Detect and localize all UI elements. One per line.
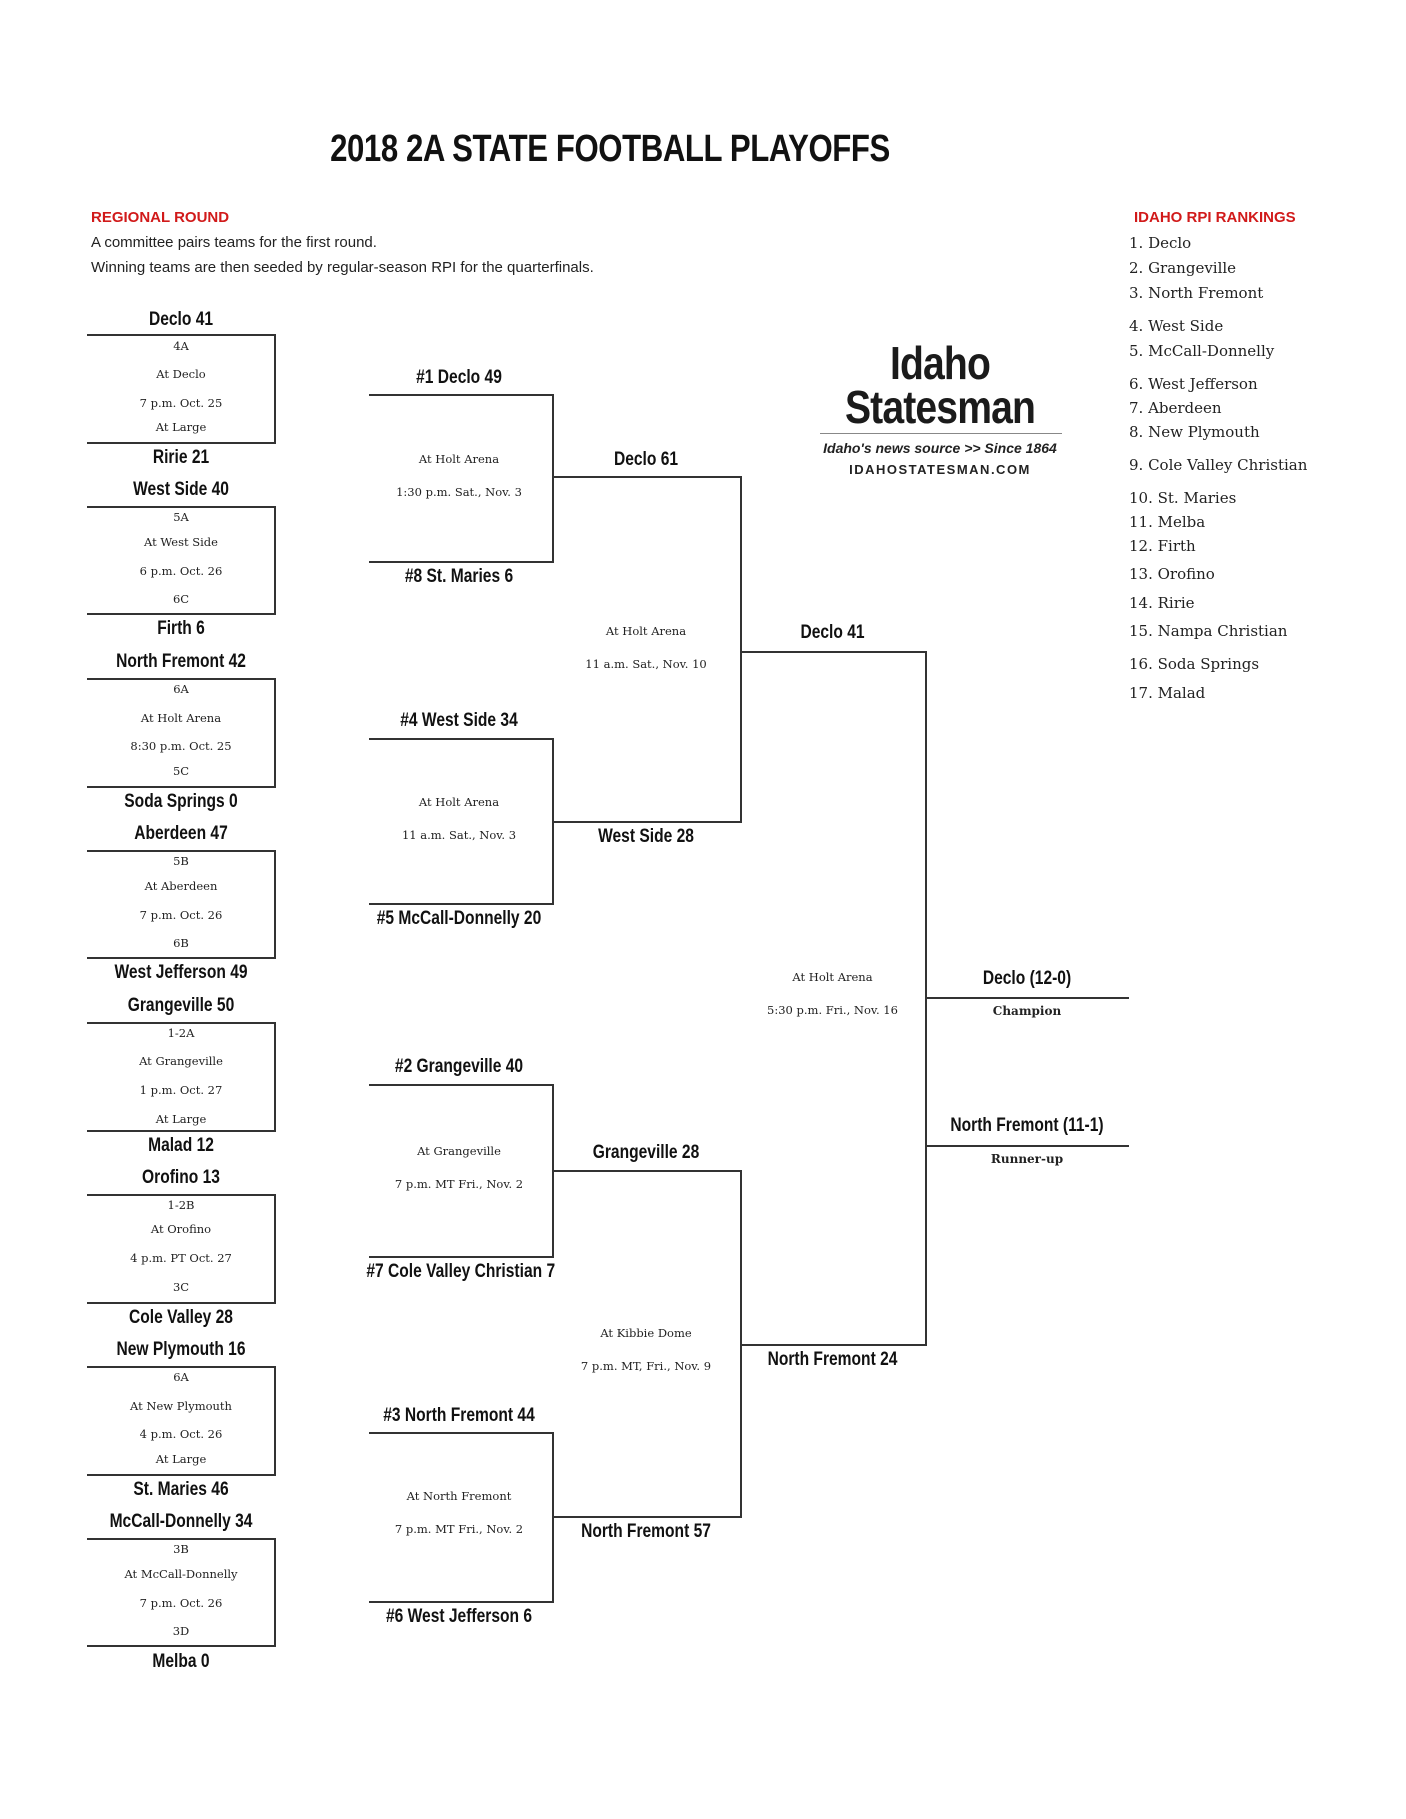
bracket-line	[369, 1256, 554, 1258]
game-time: 7 p.m. MT Fri., Nov. 2	[394, 1177, 524, 1191]
regional-intro-line-2: Winning teams are then seeded by regular-season RPI for the quarterfinals.	[91, 259, 594, 276]
page-title: 2018 2A STATE FOOTBALL PLAYOFFS	[330, 128, 890, 170]
logo-line-2: Statesman	[844, 381, 1036, 433]
team-top: Grangeville 50	[127, 995, 235, 1016]
bracket-line	[740, 1170, 742, 1516]
ranking-item: 10. St. Maries	[1129, 489, 1237, 507]
bracket-line	[369, 394, 552, 396]
bracket-line	[87, 957, 276, 959]
ranking-item: 2. Grangeville	[1129, 259, 1237, 277]
bracket-line	[740, 651, 925, 653]
team-top: Orofino 13	[142, 1167, 220, 1188]
team-bottom: North Fremont 24	[767, 1349, 898, 1370]
game-time: 4 p.m. Oct. 26	[139, 1427, 223, 1441]
ranking-item: 7. Aberdeen	[1129, 399, 1222, 417]
seed-top: 5A	[173, 510, 189, 524]
venue: At West Side	[144, 535, 218, 549]
bracket-line	[87, 334, 274, 336]
bracket-line	[740, 476, 742, 821]
team-top: Declo 41	[148, 309, 214, 330]
regional-intro-line-1: A committee pairs teams for the first round.	[91, 234, 377, 251]
team-bottom: Firth 6	[157, 618, 205, 639]
seed-top: 4A	[173, 339, 189, 353]
team-top: Declo 61	[613, 449, 679, 470]
ranking-item: 1. Declo	[1129, 234, 1192, 252]
team-bottom: West Side 28	[598, 826, 694, 847]
bracket-line	[369, 1084, 552, 1086]
seed-bottom: At Large	[155, 1452, 207, 1466]
team-bottom: North Fremont 57	[581, 1521, 711, 1542]
bracket-line	[87, 1302, 276, 1304]
bracket-line	[552, 821, 742, 823]
rpi-rankings-heading: IDAHO RPI RANKINGS	[1134, 209, 1296, 226]
regional-round-heading: REGIONAL ROUND	[91, 209, 230, 226]
ranking-item: 4. West Side	[1129, 317, 1224, 335]
seed-top: 1-2B	[167, 1198, 195, 1212]
team-bottom: Melba 0	[152, 1651, 210, 1672]
game-time: 1:30 p.m. Sat., Nov. 3	[396, 485, 522, 499]
ranking-item: 3. North Fremont	[1129, 284, 1264, 302]
champion-label: Champion	[992, 1004, 1062, 1018]
team-bottom: #6 West Jefferson 6	[385, 1606, 533, 1627]
seed-bottom: 6C	[172, 592, 190, 606]
game-time: 7 p.m. Oct. 26	[139, 1596, 223, 1610]
venue: At North Fremont	[406, 1489, 512, 1503]
team-bottom: Soda Springs 0	[124, 791, 238, 812]
game-time: 4 p.m. PT Oct. 27	[130, 1251, 232, 1265]
seed-top: 5B	[173, 854, 189, 868]
game-time: 8:30 p.m. Oct. 25	[130, 739, 232, 753]
team-bottom: #8 St. Maries 6	[404, 566, 514, 587]
logo-line-1: Idaho	[889, 337, 991, 389]
runner-up-label: Runner-up	[990, 1152, 1064, 1166]
venue: At Holt Arena	[792, 970, 873, 984]
bracket-line	[87, 850, 274, 852]
bracket-line	[87, 1474, 276, 1476]
venue: At Kibbie Dome	[600, 1326, 692, 1340]
logo-divider	[820, 433, 1062, 434]
team-top: West Side 40	[133, 479, 229, 500]
seed-top: 6A	[173, 1370, 189, 1384]
seed-top: 3B	[173, 1542, 189, 1556]
venue: At Orofino	[150, 1222, 212, 1236]
team-bottom: Ririe 21	[152, 447, 210, 468]
runner-up-team: North Fremont (11-1)	[950, 1115, 1104, 1136]
game-time: 1 p.m. Oct. 27	[139, 1083, 223, 1097]
game-time: 7 p.m. MT, Fri., Nov. 9	[580, 1359, 712, 1373]
seed-bottom: 6B	[173, 936, 189, 950]
seed-bottom: At Large	[155, 420, 207, 434]
bracket-line	[369, 1432, 552, 1434]
team-top: Declo 41	[800, 622, 865, 643]
team-bottom: St. Maries 46	[133, 1479, 229, 1500]
team-bottom: West Jefferson 49	[114, 962, 248, 983]
ranking-item: 8. New Plymouth	[1129, 423, 1260, 441]
ranking-item: 14. Ririe	[1129, 594, 1195, 612]
seed-bottom: 3C	[172, 1280, 190, 1294]
venue: At Grangeville	[417, 1144, 501, 1158]
bracket-line	[87, 1130, 276, 1132]
game-time: 7 p.m. MT Fri., Nov. 2	[394, 1522, 524, 1536]
bracket-line	[740, 1344, 927, 1346]
seed-bottom: At Large	[155, 1112, 207, 1126]
ranking-item: 17. Malad	[1129, 684, 1206, 702]
logo-url: IDAHOSTATESMAN.COM	[849, 462, 1031, 477]
bracket-line	[552, 476, 740, 478]
ranking-item: 13. Orofino	[1129, 565, 1215, 583]
venue: At McCall-Donnelly	[124, 1567, 238, 1581]
team-top: Grangeville 28	[592, 1142, 700, 1163]
team-top: McCall-Donnelly 34	[109, 1511, 253, 1532]
bracket-line	[552, 1170, 740, 1172]
bracket-line	[87, 678, 274, 680]
bracket-line	[925, 997, 1129, 999]
team-top: Aberdeen 47	[134, 823, 228, 844]
ranking-item: 9. Cole Valley Christian	[1129, 456, 1308, 474]
seed-bottom: 3D	[172, 1624, 190, 1638]
ranking-item: 5. McCall-Donnelly	[1129, 342, 1275, 360]
bracket-line	[87, 613, 276, 615]
team-top: #4 West Side 34	[400, 710, 518, 731]
venue: At Aberdeen	[144, 879, 218, 893]
team-bottom: Cole Valley 28	[129, 1307, 233, 1328]
bracket-line	[87, 1645, 276, 1647]
seed-bottom: 5C	[172, 764, 190, 778]
bracket-line	[87, 506, 274, 508]
bracket-line	[87, 786, 276, 788]
bracket-line	[87, 1366, 274, 1368]
team-bottom: #7 Cole Valley Christian 7	[366, 1261, 556, 1282]
venue: At New Plymouth	[130, 1399, 232, 1413]
game-time: 7 p.m. Oct. 25	[139, 396, 223, 410]
venue: At Holt Arena	[140, 711, 222, 725]
team-bottom: Malad 12	[148, 1135, 214, 1156]
game-time: 11 a.m. Sat., Nov. 3	[401, 828, 517, 842]
game-time: 5:30 p.m. Fri., Nov. 16	[767, 1003, 898, 1017]
team-top: New Plymouth 16	[116, 1339, 246, 1360]
venue: At Declo	[156, 367, 206, 381]
logo-tagline: Idaho's news source >> Since 1864	[823, 440, 1057, 456]
bracket-line	[369, 903, 554, 905]
ranking-item: 15. Nampa Christian	[1129, 622, 1288, 640]
ranking-item: 11. Melba	[1129, 513, 1206, 531]
venue: At Grangeville	[139, 1054, 223, 1068]
ranking-item: 12. Firth	[1129, 537, 1196, 555]
ranking-item: 6. West Jefferson	[1129, 375, 1258, 393]
seed-top: 1-2A	[167, 1026, 195, 1040]
bracket-line	[369, 561, 554, 563]
venue: At Holt Arena	[418, 795, 500, 809]
team-top: North Fremont 42	[116, 651, 246, 672]
bracket-line	[552, 1516, 742, 1518]
game-time: 6 p.m. Oct. 26	[139, 564, 223, 578]
bracket-line	[369, 1601, 554, 1603]
bracket-line	[87, 1538, 274, 1540]
bracket-line	[925, 1145, 1129, 1147]
champion-team: Declo (12-0)	[982, 968, 1072, 989]
seed-top: 6A	[173, 682, 189, 696]
bracket-line	[369, 738, 552, 740]
bracket-line	[87, 1194, 274, 1196]
team-top: #2 Grangeville 40	[394, 1056, 524, 1077]
venue: At Holt Arena	[605, 624, 687, 638]
game-time: 11 a.m. Sat., Nov. 10	[585, 657, 707, 671]
bracket-line	[87, 442, 276, 444]
ranking-item: 16. Soda Springs	[1129, 655, 1260, 673]
team-top: #1 Declo 49	[416, 367, 502, 388]
team-top: #3 North Fremont 44	[383, 1405, 535, 1426]
venue: At Holt Arena	[418, 452, 500, 466]
bracket-line	[87, 1022, 274, 1024]
team-bottom: #5 McCall-Donnelly 20	[376, 908, 542, 929]
game-time: 7 p.m. Oct. 26	[139, 908, 223, 922]
